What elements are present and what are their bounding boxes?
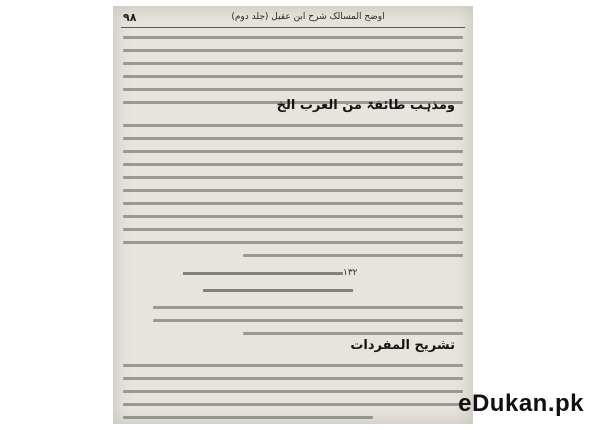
verse-line	[183, 272, 343, 275]
text-line	[123, 88, 463, 91]
text-line	[123, 163, 463, 166]
text-line	[123, 62, 463, 65]
paragraph-2	[123, 124, 463, 267]
section-heading: ومذہب طائفۃ من العرب الخ	[276, 98, 455, 113]
verse-number: ۱۳۲	[343, 268, 358, 278]
text-line	[123, 202, 463, 205]
verse-line	[203, 289, 353, 292]
page-header	[121, 11, 465, 28]
text-line	[123, 150, 463, 153]
book-page	[113, 6, 473, 424]
text-line	[153, 306, 463, 309]
text-line	[243, 254, 463, 257]
text-line	[123, 36, 463, 39]
running-header-title: اوضح المسالک شرح ابن عقیل (جلد دوم)	[231, 12, 385, 22]
text-line	[123, 241, 463, 244]
text-line	[123, 364, 463, 367]
text-line	[123, 137, 463, 140]
text-line	[123, 215, 463, 218]
text-line	[123, 228, 463, 231]
text-line	[123, 189, 463, 192]
page-number: ۹۸	[123, 11, 137, 24]
text-line	[123, 403, 463, 406]
section-heading: تشریح المفردات	[350, 338, 455, 353]
text-line	[153, 319, 463, 322]
text-line	[123, 49, 463, 52]
paragraph-3	[123, 364, 463, 424]
text-line	[123, 124, 463, 127]
text-line	[123, 416, 373, 419]
watermark-logo: eDukan.pk	[458, 390, 584, 417]
text-line	[123, 75, 463, 78]
text-line	[123, 377, 463, 380]
text-line	[123, 176, 463, 179]
text-line	[243, 332, 463, 335]
text-line	[123, 390, 463, 393]
